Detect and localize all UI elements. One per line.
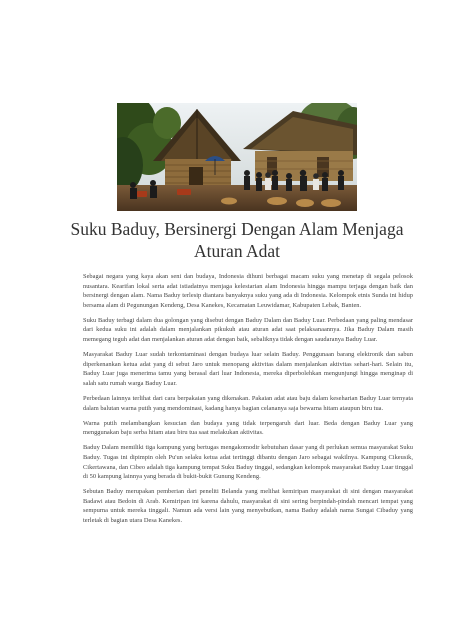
paragraph-5: Warna putih melambangkan kesucian dan budaya yang tidak terpengaruh dari luar. Beda dengan Baduy Luar yang menggunakan baju serba hitam atau biru tua saat melakukan aktivitas.: [83, 419, 413, 437]
paragraph-7: Sebutan Baduy merupakan pemberian dari peneliti Belanda yang melihat kemiripan masyarakat di sini dengan masyarakat Badawi atau Bedoin di Arab. Kemiripan ini karena dahulu, masyarakat di sini sering berpindah-pindah mencari tempat yang sempurna untuk mereka tinggali. Namun ada versi lain yang menyebutkan, nama Baduy adalah nama Sungai Cibaduy yang terletak di bagian utara Desa Kanekes.: [83, 488, 413, 525]
article-body: [83, 272, 413, 531]
title-line-1: Suku Baduy, Bersinergi Dengan Alam Menjaga: [70, 219, 404, 239]
article-title: [40, 218, 434, 262]
paragraph-3: Masyarakat Baduy Luar sudah terkontaminasi dengan budaya luar selain Baduy. Penggunaan barang elektronik dan sabun diperkenankan ketua adat yang di sebut Jaro untuk menopang aktivitas dalam menjalankan aktivitas sehari-hari. Selain itu, Baduy Luar juga menerima tamu yang berasal dari luar Indonesia, mereka diperbolehkan mengunjungi hingga menginap di salah satu rumah warga Baduy Luar.: [83, 351, 413, 387]
paragraph-2: Suku Baduy terbagi dalam dua golongan yang disebut dengan Baduy Dalam dan Baduy Luar. Perbedaan yang paling mendasar dari kedua suku ini adalah dalam menjalankan pikukuh atau aturan adat saat pelaksanaannya. Jika Baduy Dalam masih memegang teguh adat dan menjalankan aturan adat dengan baik, sebaliknya tidak dengan saudaranya Baduy Luar.: [83, 316, 413, 344]
paragraph-1: Sebagai negara yang kaya akan seni dan budaya, Indonesia dihuni berbagai macam suku yang menetap di segala pelosok nusantara. Kearifan lokal serta adat istiadatnya menjaga kelestarian alam Indonesia hingga mampu terjaga dengan baik dan bersinergi dengan alam. Nama Baduy terlesip diantara banyaknya suku yang ada di Indonesia. Kelompok etnis Sunda ini hidup bersama alam di Pegunungan Kendeng, Desa Kanekes, Kecamatan Leuwidamar, Kabupaten Lebak, Banten.: [83, 273, 413, 309]
village-illustration: [117, 103, 357, 211]
title-line-2: Aturan Adat: [193, 241, 281, 261]
paragraph-4: Perbedaan lainnya terlihat dari cara berpakaian yang dikenakan. Pakaian adat atau baju dalam keseharian Baduy Luar ternyata dalam balutan warna putih yang mendominasi, kadang hanya bagian celananya saja bewarna hitam ataupun biru tua.: [83, 395, 413, 412]
paragraph-6: Baduy Dalam memiliki tiga kampung yang bertugas mengakomodir kebutuhan dasar yang di perlukan semua masyarakat Suku Baduy. Tugas ini dipimpin oleh Pu'un selaku ketua adat tertinggi dibantu dengan Jaro sebagai wakilnya. Kampung Cikeusik, Cikertawana, dan Cibeo adalah tiga kampung tempat Suku Baduy tinggal, sedangkan kelompok masyarakat Baduy Luar tinggal di 50 kampung lainnya yang berada di bukit-bukit Gunung Kendeng.: [83, 444, 413, 481]
article-photo: [117, 103, 357, 211]
